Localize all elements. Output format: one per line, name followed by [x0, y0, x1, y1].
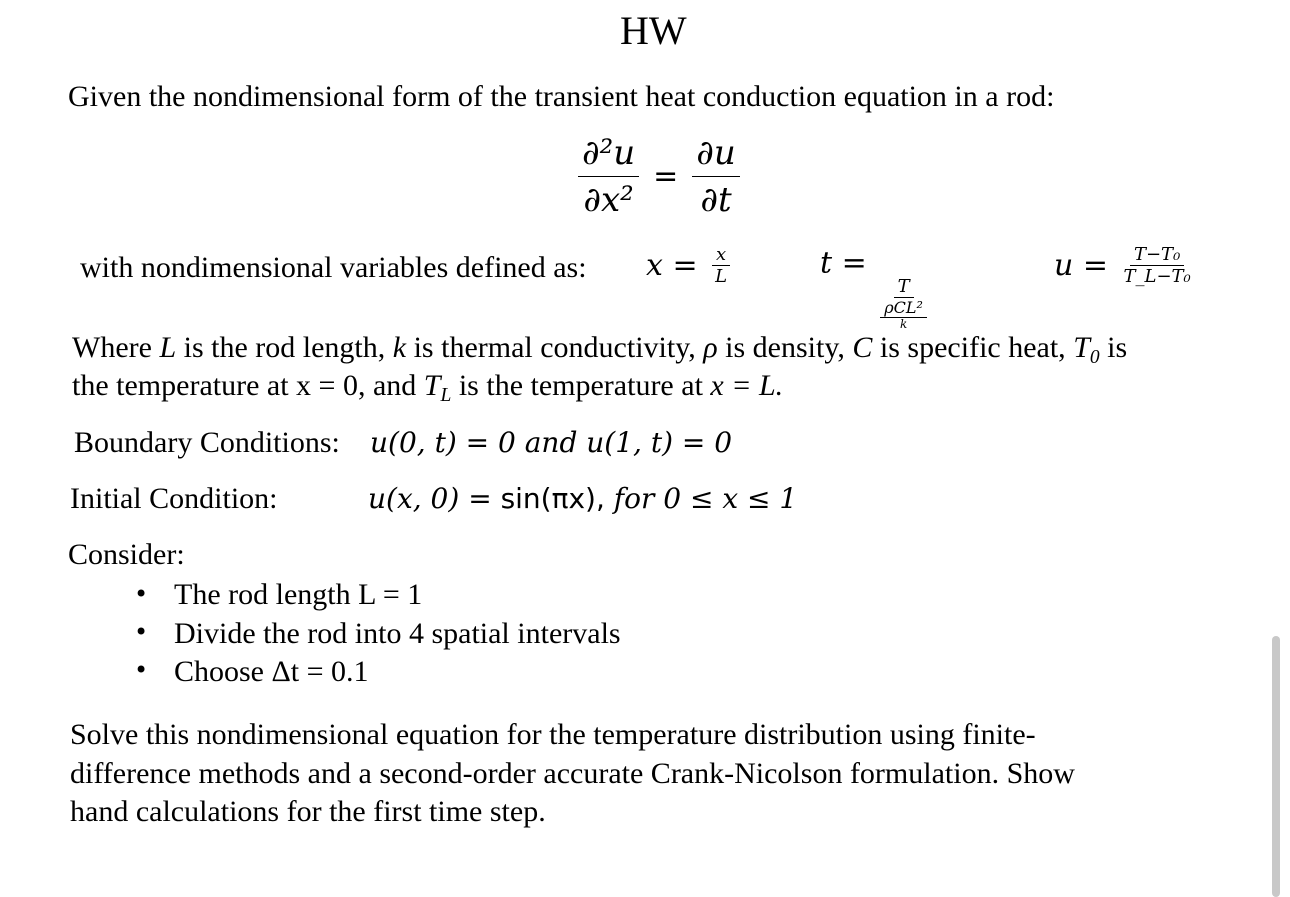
where-text-e: is specific heat,: [872, 331, 1074, 364]
solve-line-1: Solve this nondimensional equation for the temperature distribution using finite-: [70, 718, 1036, 751]
t-inner-denominator: k: [899, 317, 908, 331]
where-text-g: the temperature at x = 0, and: [72, 369, 424, 402]
var-T0: T: [1073, 331, 1090, 364]
bullet-icon: •: [134, 580, 149, 608]
initial-expr-a: u(x, 0) =: [368, 482, 501, 515]
variables-label: with nondimensional variables defined as:: [80, 251, 587, 284]
consider-label: Consider:: [68, 538, 185, 571]
rhs-fraction: [692, 130, 739, 223]
where-text-h: is the temperature at: [451, 369, 711, 402]
where-text-d: is density,: [717, 331, 853, 364]
u-definition: [1054, 244, 1195, 287]
x-fraction: [711, 244, 731, 287]
u-denominator: T_L−T₀: [1123, 266, 1191, 287]
x-numerator: x: [712, 244, 730, 266]
var-C: C: [852, 331, 873, 364]
solve-line-3: hand calculations for the first time step.: [70, 795, 546, 828]
where-text-b: is the rod length,: [176, 331, 393, 364]
u-lhs: u =: [1054, 248, 1108, 283]
u-fraction: [1120, 244, 1195, 287]
consider-item-2: Divide the rod into 4 spatial intervals: [174, 617, 621, 650]
initial-expr-b: sin(πx),: [500, 482, 614, 515]
rhs-numerator: ∂u: [692, 130, 739, 177]
where-x-eq-L: x = L.: [710, 369, 784, 402]
bullet-icon: •: [134, 618, 149, 646]
var-k: k: [392, 331, 407, 364]
x-denominator: L: [715, 266, 728, 287]
t-definition: [820, 244, 927, 331]
x-definition: [646, 244, 731, 287]
lhs-fraction: [578, 130, 639, 223]
where-text-a: Where: [72, 331, 160, 364]
lhs-numerator: ∂²u: [578, 130, 639, 177]
var-rho: ρ: [703, 331, 718, 364]
page-title: HW: [620, 8, 687, 53]
t-inner-fraction: [880, 298, 927, 331]
var-L: L: [159, 331, 177, 364]
vertical-scrollbar[interactable]: [1272, 636, 1280, 897]
lhs-denominator: ∂x²: [583, 180, 634, 220]
heat-equation: [578, 130, 740, 223]
where-line-2: [72, 367, 783, 415]
var-TL: T: [423, 369, 441, 402]
t-inner-numerator: ρCL²: [880, 298, 927, 318]
t-denominator: [880, 298, 927, 331]
t-numerator: T: [894, 276, 914, 298]
equals-sign: =: [653, 159, 679, 194]
initial-expression: [368, 480, 797, 519]
where-text-f: is: [1099, 331, 1128, 364]
u-numerator: T−T₀: [1130, 244, 1184, 266]
boundary-expression: u(0, t) = 0 and u(1, t) = 0: [370, 426, 733, 459]
boundary-label: Boundary Conditions:: [74, 426, 340, 459]
var-TL-subscript: L: [440, 384, 452, 406]
consider-item-1: The rod length L = 1: [174, 578, 423, 611]
intro-text: Given the nondimensional form of the transient heat conduction equation in a rod:: [68, 80, 1055, 113]
x-lhs: x =: [646, 248, 698, 283]
initial-expr-c: for 0 ≤ x ≤ 1: [613, 482, 798, 515]
bullet-icon: •: [134, 656, 149, 684]
solve-line-2: difference methods and a second-order accurate Crank-Nicolson formulation. Show: [70, 757, 1075, 790]
t-fraction: [880, 276, 927, 331]
var-T0-subscript: 0: [1089, 346, 1100, 368]
where-text-c: is thermal conductivity,: [406, 331, 704, 364]
rhs-denominator: ∂t: [700, 180, 732, 220]
initial-label: Initial Condition:: [70, 482, 278, 515]
t-lhs: t =: [820, 245, 867, 281]
consider-item-3: Choose Δt = 0.1: [174, 655, 369, 688]
